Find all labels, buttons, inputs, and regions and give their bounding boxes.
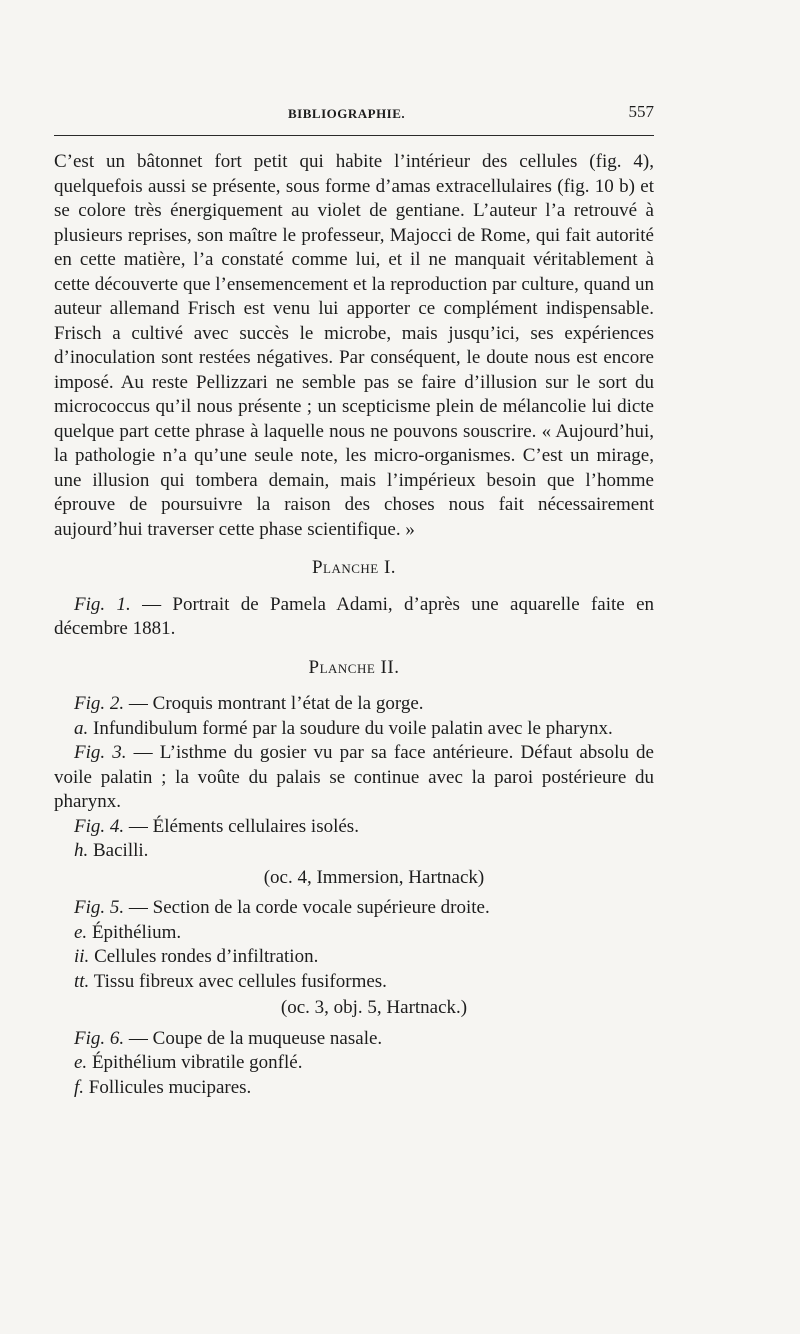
legend-label: f.	[74, 1076, 85, 1098]
legend-text: Bacilli.	[88, 840, 149, 861]
legend-label: e.	[74, 1052, 88, 1073]
legend-label: e.	[74, 921, 88, 943]
legend-label: ii.	[74, 946, 90, 967]
legend-text: Follicules mucipares.	[84, 1076, 252, 1098]
legend-text: Épithélium.	[87, 921, 182, 943]
legend-text: Tissu fibreux avec cellules fusiformes.	[89, 970, 387, 992]
figure-text: — Éléments cellulaires isolés.	[124, 815, 359, 837]
plate-heading: Planche II.	[308, 656, 400, 678]
figure-text: — L’isthme du gosier vu par sa face antérieure. Défaut absolu de voile palatin ; la voûte du palais se continue avec la paroi postérieure du pharynx.	[54, 742, 654, 812]
header-rule	[54, 135, 654, 136]
legend-item	[54, 1076, 654, 1101]
magnification-note: (oc. 3, obj. 5, Hartnack.)	[280, 997, 468, 1018]
legend-text: Épithélium vibratile gonflé.	[87, 1052, 303, 1073]
legend-label: tt.	[74, 970, 90, 992]
figure-caption	[54, 1027, 654, 1052]
figure-text: — Coupe de la muqueuse nasale.	[124, 1027, 383, 1049]
legend-item	[54, 717, 654, 742]
figure-caption	[54, 692, 654, 717]
legend-item	[54, 1051, 654, 1076]
figure-caption	[54, 593, 654, 642]
figure-label: Fig. 3.	[74, 742, 127, 763]
legend-label: h.	[74, 840, 89, 861]
legend-item	[54, 921, 654, 946]
main-paragraph: C’est un bâtonnet fort petit qui habite l’intérieur des cellules (fig. 4), quelquefois aussi se présente, sous forme d’amas extracellulaires (fig. 10 b) et se colore très énergiquement au violet de gentiane. L’auteur l’a retrouvé à plusieurs reprises, son maître le professeur, Majocci de Rome, qui fait autorité en cette matière, l’a constaté comme lui, et il ne manquait véritablement à cette découverte que l’ensemencement et la reproduction par culture, quand un auteur allemand Frisch est venu lui apporter ce complément indispensable. Frisch a cultivé avec succès le microbe, mais jusqu’ici, ses expériences d’inoculation sont restées négatives. Par conséquent, le doute nous est encore imposé. Au reste Pellizzari ne semble pas se faire d’illusion sur le sort du micrococcus qu’il nous présente ; un scepticisme plein de mélancolie lui dicte quelque part cette phrase à laquelle nous ne pouvons souscrire. « Aujourd’hui, la pathologie n’a qu’une seule note, les micro-organismes. C’est un mirage, une illusion qui tombera demain, mais l’impérieux besoin que l’homme éprouve de poursuivre la raison des choses nous fait nécessairement aujourd’hui traverser cette phase scientifique. »	[54, 151, 654, 540]
magnification-note: (oc. 4, Immersion, Hartnack)	[263, 866, 485, 888]
plate-heading: Planche I.	[311, 557, 397, 578]
legend-item	[54, 970, 654, 995]
figure-caption	[54, 815, 654, 840]
figure-label: Fig. 1.	[74, 593, 131, 615]
figure-label: Fig. 6.	[74, 1027, 125, 1049]
running-header	[54, 102, 654, 128]
running-title: BIBLIOGRAPHIE.	[288, 106, 406, 121]
legend-label: a.	[74, 717, 89, 739]
legend-text: Cellules rondes d’infiltration.	[89, 946, 319, 967]
figure-label: Fig. 2.	[74, 693, 125, 714]
page-number: 557	[628, 102, 654, 121]
legend-item	[54, 945, 654, 970]
legend-text: Infundibulum formé par la soudure du voile palatin avec le pharynx.	[88, 717, 613, 739]
legend-item	[54, 839, 654, 864]
figure-label: Fig. 5.	[74, 897, 125, 918]
figure-text: — Section de la corde vocale supérieure droite.	[124, 897, 490, 918]
figure-label: Fig. 4.	[74, 815, 125, 837]
figure-caption	[54, 741, 654, 815]
figure-text: — Croquis montrant l’état de la gorge.	[124, 693, 424, 714]
figure-text: — Portrait de Pamela Adami, d’après une aquarelle faite en décembre 1881.	[54, 593, 654, 639]
figure-caption	[54, 896, 654, 921]
page-body	[54, 150, 654, 1100]
